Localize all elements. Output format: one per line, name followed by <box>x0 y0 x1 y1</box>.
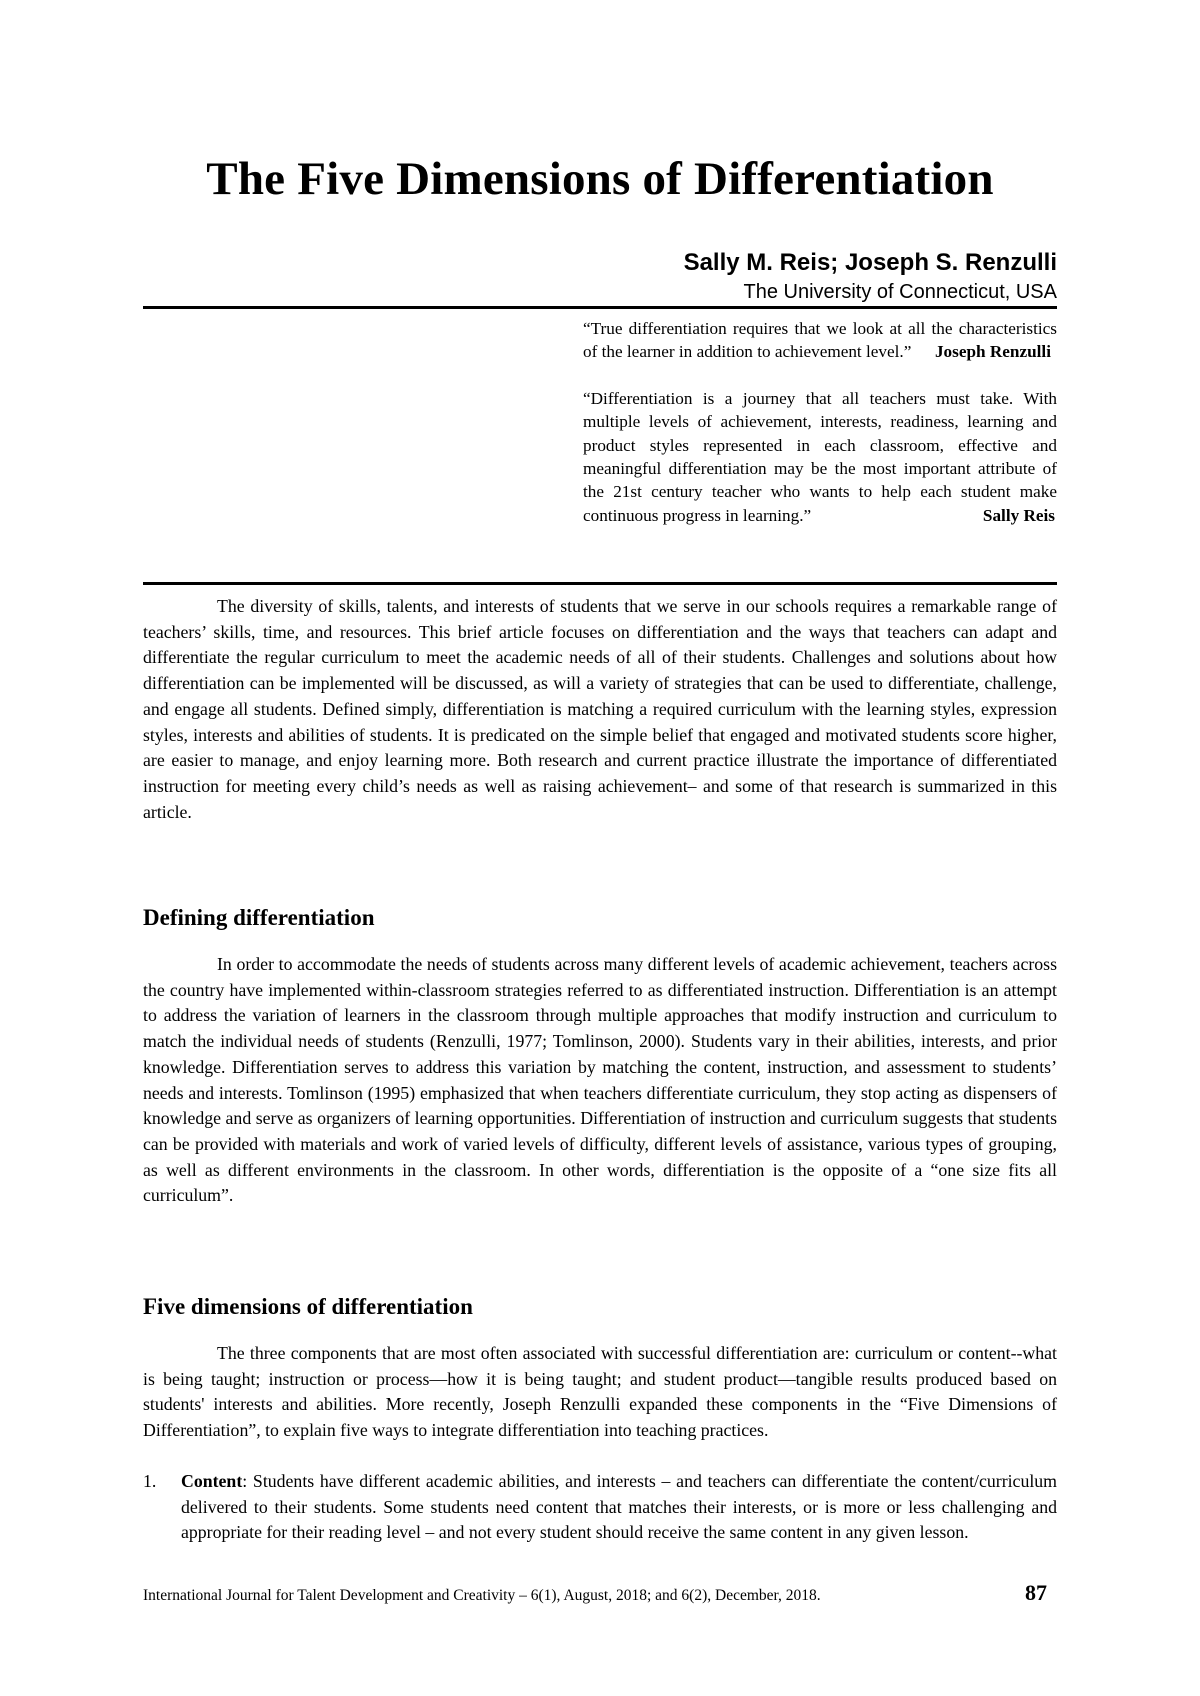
intro-paragraph: The diversity of skills, talents, and interests of students that we serve in our schools requires a remarkable range of teachers’ skills, time, and resources. This brief article focuses on differentiation and the ways that teachers can adapt and differentiate the regular curriculum to meet the academic needs of all of their students. Challenges and solutions about how differentiation can be implemented will be discussed, as will a variety of strategies that can be used to differentiate, challenge, and engage all students. Defined simply, differentiation is matching a required curriculum with the learning styles, expression styles, interests and abilities of students. It is predicated on the simple belief that engaged and motivated students score higher, are easier to manage, and enjoy learning more. Both research and current practice illustrate the importance of differentiated instruction for meeting every child’s needs as well as raising achievement– and some of that research is summarized in this article. <box>143 596 1057 822</box>
author-block <box>684 248 1057 306</box>
quote-attribution: Sally Reis <box>982 505 1055 525</box>
bottom-rule <box>143 582 1057 585</box>
defining-paragraph: In order to accommodate the needs of students across many different levels of academic achievement, teachers across the country have implemented within-classroom strategies referred to as differentiated instruction. Differentiation is an attempt to address the variation of learners in the classroom through multiple approaches that modify instruction and curriculum to match the individual needs of students (Renzulli, 1977; Tomlinson, 2000). Students vary in their abilities, interests, and prior knowledge. Differentiation serves to address this variation by matching the content, instruction, and assessment to students’ needs and interests. Tomlinson (1995) emphasized that when teachers differentiate curriculum, they stop acting as dispensers of knowledge and serve as organizers of learning opportunities. Differentiation of instruction and curriculum suggests that students can be provided with materials and work of varied levels of difficulty, different levels of assistance, various types of grouping, as well as different environments in the classroom. In other words, differentiation is the opposite of a “one size fits all curriculum”. <box>143 954 1057 1206</box>
author-names: Sally M. Reis; Joseph S. Renzulli <box>683 249 1057 276</box>
section-heading-defining: Defining differentiation <box>143 905 375 930</box>
page-number: 87 <box>1025 1580 1047 1605</box>
quote-text: “True differentiation requires that we look at all the characteristics of the learner in addition to achievement level.” <box>583 319 1057 362</box>
epigraph-quote <box>583 387 1057 527</box>
quote-attribution: Joseph Renzulli <box>934 342 1051 362</box>
top-rule <box>143 306 1057 309</box>
paper-title: The Five Dimensions of Differentiation <box>206 153 994 205</box>
quote-text: “Differentiation is a journey that all teachers must take. With multiple levels of achievement, interests, readiness, learning and product styles represented in each classroom, effective and meaningful differentiation may be the most important attribute of the 21st century teacher who wants to help each student make continuous progress in learning.” <box>583 388 1057 525</box>
page-footer <box>143 1580 1057 1606</box>
five-dimensions-paragraph: The three components that are most often associated with successful differentiation are: curriculum or content--what is being taught; instruction or process—how it is being taught; and student product—tangible results produced based on students' interests and abilities. More recently, Joseph Renzulli expanded these components in the “Five Dimensions of Differentiation”, to explain five ways to integrate differentiation into teaching practices. <box>143 1343 1057 1441</box>
list-number: 1. <box>143 1471 157 1491</box>
list-item <box>143 1469 1057 1546</box>
section-heading-five-dimensions: Five dimensions of differentiation <box>143 1294 473 1319</box>
list-body <box>181 1469 1057 1546</box>
list-term: Content <box>181 1471 243 1491</box>
epigraph-quotes <box>583 317 1057 527</box>
list-text: : Students have different academic abilities, and interests – and teachers can differentiate the content/curriculum delivered to their students. Some students need content that matches their interests, or is more or less challenging and appropriate for their reading level – and not every student should receive the same content in any given lesson. <box>181 1471 1057 1543</box>
epigraph-quote <box>583 317 1057 364</box>
author-affiliation: The University of Connecticut, USA <box>743 281 1057 303</box>
journal-citation: International Journal for Talent Development and Creativity – 6(1), August, 2018; and 6(2), December, 2018. <box>143 1587 821 1604</box>
